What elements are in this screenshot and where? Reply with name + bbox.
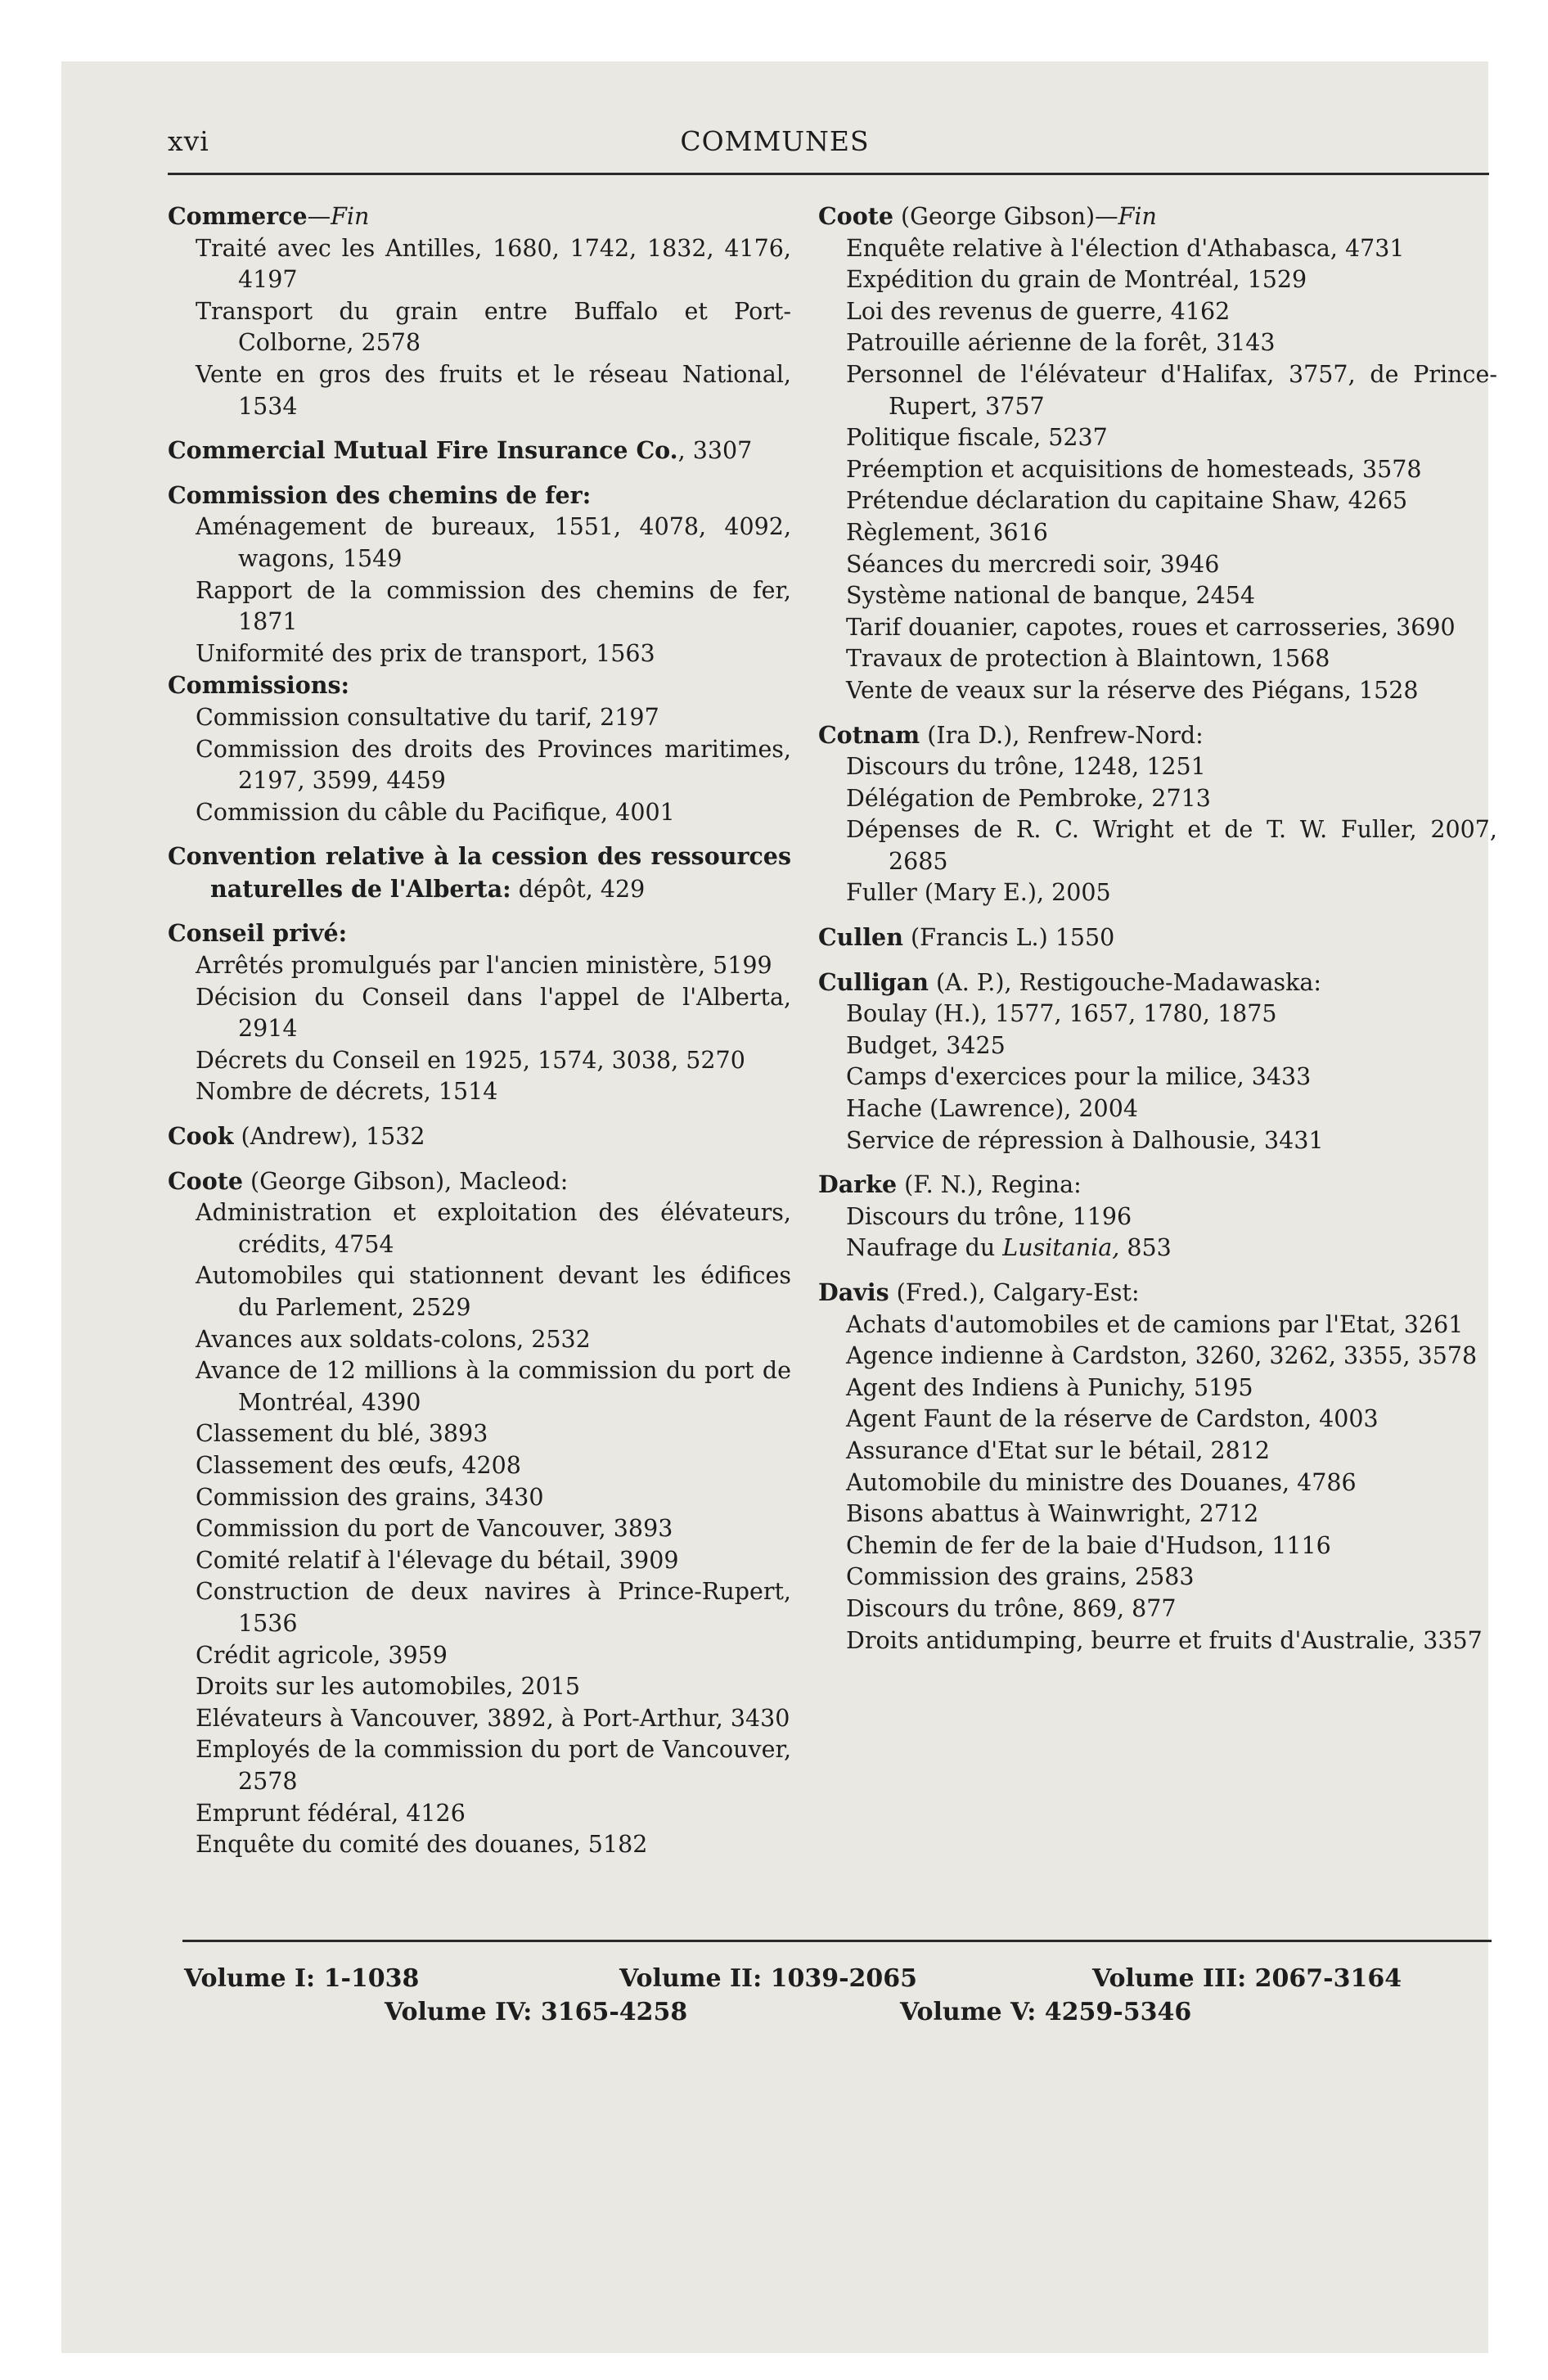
index-subentry: Discours du trône, 869, 877 (846, 1594, 1177, 1622)
index-entry-heading (168, 917, 791, 950)
index-subentry: Elévateurs à Vancouver, 3892, à Port-Arthur, 3430 (196, 1704, 790, 1732)
index-subentry: Règlement, 3616 (846, 518, 1048, 546)
entry-keyword: Davis (818, 1278, 889, 1306)
index-subentry: Travaux de protection à Blaintown, 1568 (846, 645, 1330, 673)
entry-keyword: Conseil privé: (168, 919, 348, 948)
index-subentry: Tarif douanier, capotes, roues et carrosseries, 3690 (846, 613, 1456, 641)
entry-detail: (Ira D.), Renfrew-Nord: (920, 721, 1204, 749)
entry-keyword: Cotnam (818, 720, 920, 749)
entry-continuation-label: Fin (1118, 203, 1157, 230)
index-subentry: Administration et exploitation des élévateurs, crédits, 4754 (196, 1199, 791, 1258)
page-folio: xvi (168, 125, 209, 157)
index-subentry: Enquête relative à l'élection d'Athabasca, 4731 (846, 234, 1405, 262)
index-subentry: Système national de banque, 2454 (846, 582, 1255, 610)
index-entry-heading (168, 669, 791, 702)
index-entry-heading (818, 201, 1497, 233)
entry-detail: (Francis L.) 1550 (902, 924, 1115, 952)
index-subentry: Enquête du comité des douanes, 5182 (196, 1831, 648, 1859)
index-subentry: Dépenses de R. C. Wright et de T. W. Fuller, 2007, 2685 (846, 816, 1497, 875)
index-subentry: Nombre de décrets, 1514 (196, 1078, 498, 1106)
entry-detail: dépôt, 429 (511, 875, 646, 903)
index-subentry: Discours du trône, 1196 (846, 1202, 1132, 1230)
index-entry-heading (168, 435, 791, 467)
entry-keyword: Commissions: (168, 671, 350, 700)
index-subentry: Avance de 12 millions à la commission du port de Montréal, 4390 (196, 1357, 791, 1416)
entry-keyword: Culligan (818, 967, 929, 996)
index-subentry: Agence indienne à Cardston, 3260, 3262, 3355, 3578 (846, 1342, 1478, 1370)
entry-keyword: Convention relative à la cession des ressources naturelles de l'Alberta: (168, 842, 791, 903)
index-subentry: Assurance d'Etat sur le bétail, 2812 (846, 1436, 1271, 1464)
index-subentry: Personnel de l'élévateur d'Halifax, 3757, de Prince-Rupert, 3757 (846, 360, 1497, 420)
index-subentry: Droits antidumping, beurre et fruits d'Australie, 3357 (846, 1626, 1483, 1654)
volume-1-range: Volume I: 1-1038 (184, 1964, 420, 1993)
index-subentry: Boulay (H.), 1577, 1657, 1780, 1875 (846, 1000, 1277, 1028)
index-subentry: Comité relatif à l'élevage du bétail, 3909 (196, 1546, 679, 1574)
index-subentry: Classement du blé, 3893 (196, 1420, 488, 1448)
index-subentry: Aménagement de bureaux, 1551, 4078, 4092, wagons, 1549 (196, 513, 791, 572)
index-subentry: Expédition du grain de Montréal, 1529 (846, 266, 1307, 294)
volume-5-range: Volume V: 4259-5346 (900, 1998, 1192, 2026)
index-entry-heading (168, 1120, 791, 1153)
index-subentry: Construction de deux navires à Prince-Rupert, 1536 (196, 1578, 791, 1637)
index-subentry: Décrets du Conseil en 1925, 1574, 3038, 5270 (196, 1046, 745, 1074)
index-subentry: Transport du grain entre Buffalo et Port-Colborne, 2578 (196, 297, 791, 357)
index-subentry: Automobile du ministre des Douanes, 4786 (846, 1468, 1357, 1496)
footer-rule (182, 1940, 1492, 1942)
volume-2-range: Volume II: 1039-2065 (619, 1964, 918, 1993)
index-entry-heading (818, 922, 1497, 954)
right-column (818, 201, 1497, 1657)
index-subentry: Achats d'automobiles et de camions par l'Etat, 3261 (846, 1310, 1464, 1338)
index-subentry: Automobiles qui stationnent devant les édifices du Parlement, 2529 (196, 1262, 791, 1321)
index-subentry: Politique fiscale, 5237 (846, 424, 1108, 452)
entry-continuation-label: Fin (331, 203, 370, 230)
index-subentry: Vente en gros des fruits et le réseau National, 1534 (196, 360, 791, 420)
entry-detail: (Andrew), 1532 (233, 1123, 425, 1151)
index-entry-heading (168, 1165, 791, 1198)
index-subentry: Crédit agricole, 3959 (196, 1641, 448, 1669)
index-subentry: Commission consultative du tarif, 2197 (196, 703, 659, 731)
index-subentry: Bisons abattus à Wainwright, 2712 (846, 1500, 1259, 1528)
volume-4-range: Volume IV: 3165-4258 (385, 1998, 688, 2026)
index-entry-heading (168, 480, 791, 512)
index-subentry: Patrouille aérienne de la forêt, 3143 (846, 329, 1276, 357)
header-rule (168, 173, 1489, 175)
entry-detail: (A. P.), Restigouche-Madawaska: (929, 968, 1321, 996)
index-subentry: Fuller (Mary E.), 2005 (846, 879, 1111, 907)
entry-keyword: Coote (168, 1166, 243, 1195)
index-entry-heading (818, 967, 1497, 999)
index-subentry: Avances aux soldats-colons, 2532 (196, 1325, 591, 1353)
entry-detail: , 3307 (677, 437, 753, 465)
index-subentry: Arrêtés promulgués par l'ancien ministère, 5199 (196, 952, 772, 980)
entry-keyword: Commerce (168, 202, 308, 230)
index-subentry: Uniformité des prix de transport, 1563 (196, 639, 655, 667)
index-subentry: Commission du câble du Pacifique, 4001 (196, 798, 675, 826)
index-subentry: Discours du trône, 1248, 1251 (846, 753, 1206, 781)
index-entry-heading (168, 841, 791, 905)
index-subentry: Loi des revenus de guerre, 4162 (846, 297, 1231, 325)
index-subentry: Chemin de fer de la baie d'Hudson, 1116 (846, 1531, 1331, 1559)
entry-detail: (Fred.), Calgary-Est: (889, 1279, 1140, 1306)
italic-title: Lusitania, (1002, 1234, 1120, 1262)
index-subentry: Commission des grains, 3430 (196, 1483, 544, 1511)
index-subentry: Service de répression à Dalhousie, 3431 (846, 1126, 1324, 1154)
index-subentry: Agent des Indiens à Punichy, 5195 (846, 1373, 1253, 1401)
index-subentry: Préemption et acquisitions de homesteads, 3578 (846, 455, 1422, 483)
index-subentry: Budget, 3425 (846, 1031, 1006, 1059)
index-subentry: Vente de veaux sur la réserve des Piégans, 1528 (846, 676, 1419, 704)
index-subentry: Agent Faunt de la réserve de Cardston, 4003 (846, 1405, 1379, 1433)
entry-keyword: Darke (818, 1170, 898, 1199)
running-head: COMMUNES (680, 125, 870, 157)
index-page (61, 61, 1497, 2353)
entry-detail: (George Gibson), Macleod: (243, 1167, 569, 1195)
index-subentry: Commission des grains, 2583 (846, 1563, 1195, 1591)
index-subentry: Commission du port de Vancouver, 3893 (196, 1515, 673, 1543)
entry-keyword: Coote (818, 202, 893, 230)
index-subentry: Naufrage du Lusitania, 853 (846, 1234, 1172, 1262)
index-subentry: Droits sur les automobiles, 2015 (196, 1673, 580, 1701)
entry-keyword: Cullen (818, 923, 903, 952)
index-entry-heading (818, 1169, 1497, 1201)
index-subentry: Séances du mercredi soir, 3946 (846, 550, 1220, 578)
entry-detail: (George Gibson)— (893, 203, 1118, 230)
index-subentry: Rapport de la commission des chemins de fer, 1871 (196, 576, 791, 636)
index-subentry: Délégation de Pembroke, 2713 (846, 784, 1211, 812)
index-entry-heading (818, 719, 1497, 752)
index-subentry: Décision du Conseil dans l'appel de l'Alberta, 2914 (196, 983, 791, 1043)
left-column (168, 201, 791, 1861)
index-subentry: Prétendue déclaration du capitaine Shaw, 4265 (846, 487, 1408, 515)
index-subentry: Classement des œufs, 4208 (196, 1451, 521, 1479)
entry-detail: (F. N.), Regina: (897, 1171, 1082, 1199)
index-subentry: Traité avec les Antilles, 1680, 1742, 1832, 4176, 4197 (196, 234, 791, 294)
entry-separator: — (307, 203, 331, 230)
volume-3-range: Volume III: 2067-3164 (1092, 1964, 1402, 1993)
index-subentry: Emprunt fédéral, 4126 (196, 1799, 466, 1827)
entry-keyword: Commercial Mutual Fire Insurance Co. (168, 436, 678, 465)
entry-keyword: Commission des chemins de fer: (168, 480, 592, 509)
index-subentry: Commission des droits des Provinces maritimes, 2197, 3599, 4459 (196, 735, 791, 795)
entry-keyword: Cook (168, 1122, 234, 1151)
index-subentry: Employés de la commission du port de Vancouver, 2578 (196, 1736, 791, 1795)
index-subentry: Camps d'exercices pour la milice, 3433 (846, 1063, 1312, 1091)
index-subentry: Hache (Lawrence), 2004 (846, 1095, 1138, 1123)
index-entry-heading (818, 1277, 1497, 1309)
index-entry-heading (168, 201, 791, 233)
